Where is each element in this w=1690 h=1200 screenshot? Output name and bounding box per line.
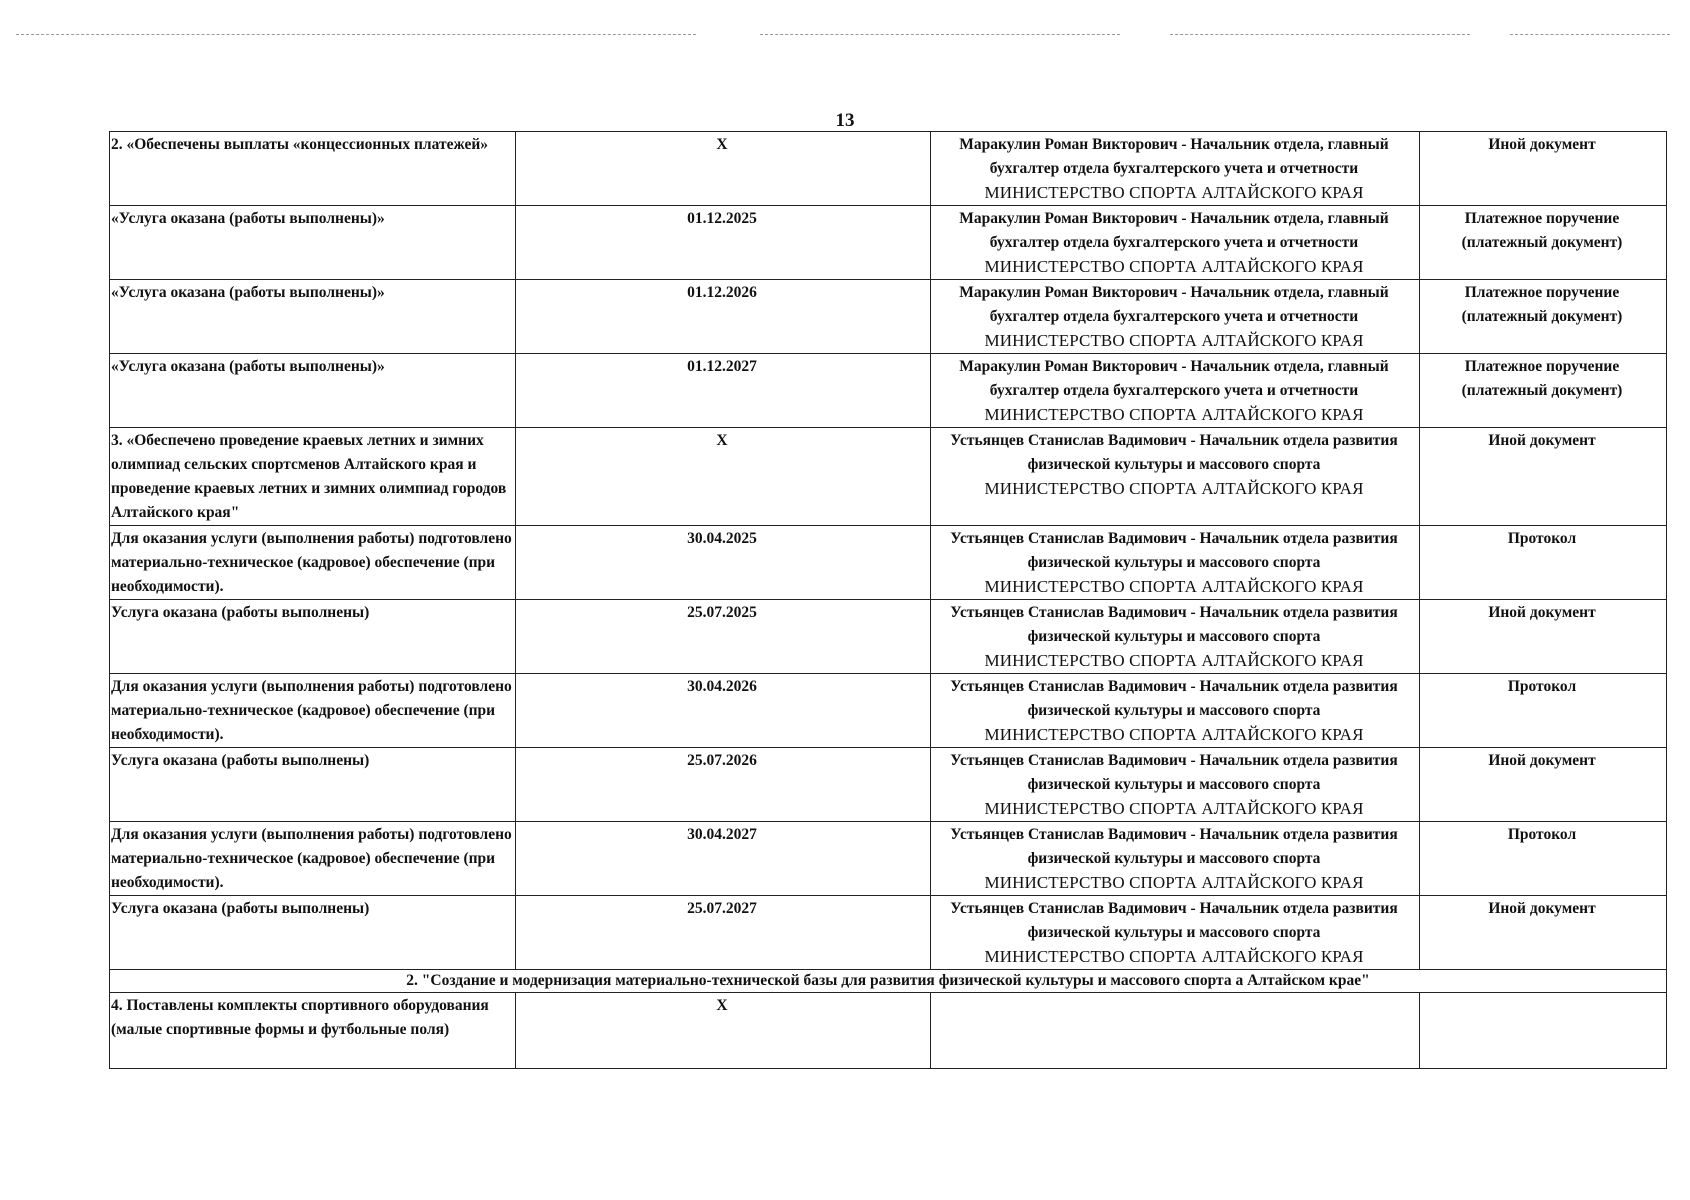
responsible-person: Маракулин Роман Викторович - Начальник отдела, главный бухгалтер отдела бухгалтерского учета и отчетности <box>959 284 1389 325</box>
event-cell: «Услуга оказана (работы выполнены)» <box>110 280 516 354</box>
document-cell: Иной документ <box>1420 428 1667 526</box>
responsible-cell <box>931 748 1420 822</box>
responsible-person: Маракулин Роман Викторович - Начальник отдела, главный бухгалтер отдела бухгалтерского учета и отчетности <box>959 358 1389 399</box>
document-cell: Иной документ <box>1420 896 1667 970</box>
responsible-person: Устьянцев Станислав Вадимович - Начальник отдела развития физической культуры и массового спорта <box>950 604 1398 645</box>
section-row <box>110 970 1667 993</box>
responsible-cell <box>931 132 1420 206</box>
document-cell: Иной документ <box>1420 748 1667 822</box>
event-cell: 2. «Обеспечены выплаты «концессионных платежей» <box>110 132 516 206</box>
date-cell: X <box>516 993 931 1069</box>
table-row <box>110 822 1667 896</box>
event-cell: Для оказания услуги (выполнения работы) подготовлено материально-техническое (кадровое) обеспечение (при необходимости). <box>110 822 516 896</box>
event-cell: Для оказания услуги (выполнения работы) подготовлено материально-техническое (кадровое) обеспечение (при необходимости). <box>110 674 516 748</box>
responsible-cell <box>931 674 1420 748</box>
table-row <box>110 428 1667 526</box>
table-row <box>110 748 1667 822</box>
event-cell: Услуга оказана (работы выполнены) <box>110 896 516 970</box>
scan-edge-line-2 <box>760 34 1120 35</box>
date-cell: X <box>516 132 931 206</box>
document-cell: Платежное поручение (платежный документ) <box>1420 354 1667 428</box>
organization-name: МИНИСТЕРСТВО СПОРТА АЛТАЙСКОГО КРАЯ <box>984 577 1364 596</box>
date-cell: 25.07.2025 <box>516 600 931 674</box>
table-row <box>110 354 1667 428</box>
document-cell: Протокол <box>1420 674 1667 748</box>
organization-name: МИНИСТЕРСТВО СПОРТА АЛТАЙСКОГО КРАЯ <box>984 331 1364 350</box>
control-points-table <box>109 131 1667 1069</box>
table-row <box>110 600 1667 674</box>
date-cell: 30.04.2027 <box>516 822 931 896</box>
responsible-person: Устьянцев Станислав Вадимович - Начальник отдела развития физической культуры и массового спорта <box>950 752 1398 793</box>
table-row <box>110 206 1667 280</box>
responsible-cell <box>931 526 1420 600</box>
event-cell: 3. «Обеспечено проведение краевых летних и зимних олимпиад сельских спортсменов Алтайского края и проведение краевых летних и зимних олимпиад городов Алтайского края" <box>110 428 516 526</box>
date-cell: 25.07.2026 <box>516 748 931 822</box>
responsible-cell <box>931 354 1420 428</box>
organization-name: МИНИСТЕРСТВО СПОРТА АЛТАЙСКОГО КРАЯ <box>984 947 1364 966</box>
date-cell: 25.07.2027 <box>516 896 931 970</box>
date-cell: 01.12.2025 <box>516 206 931 280</box>
event-cell: Услуга оказана (работы выполнены) <box>110 600 516 674</box>
responsible-cell <box>931 600 1420 674</box>
responsible-person: Маракулин Роман Викторович - Начальник отдела, главный бухгалтер отдела бухгалтерского учета и отчетности <box>959 210 1389 251</box>
document-cell: Иной документ <box>1420 600 1667 674</box>
responsible-person: Устьянцев Станислав Вадимович - Начальник отдела развития физической культуры и массового спорта <box>950 826 1398 867</box>
document-cell: Иной документ <box>1420 132 1667 206</box>
event-cell: «Услуга оказана (работы выполнены)» <box>110 354 516 428</box>
page-number: 13 <box>835 110 855 131</box>
event-cell: Услуга оказана (работы выполнены) <box>110 748 516 822</box>
organization-name: МИНИСТЕРСТВО СПОРТА АЛТАЙСКОГО КРАЯ <box>984 725 1364 744</box>
responsible-cell <box>931 428 1420 526</box>
document-cell: Платежное поручение (платежный документ) <box>1420 206 1667 280</box>
organization-name: МИНИСТЕРСТВО СПОРТА АЛТАЙСКОГО КРАЯ <box>984 799 1364 818</box>
organization-name: МИНИСТЕРСТВО СПОРТА АЛТАЙСКОГО КРАЯ <box>984 405 1364 424</box>
responsible-person: Маракулин Роман Викторович - Начальник отдела, главный бухгалтер отдела бухгалтерского учета и отчетности <box>959 136 1389 177</box>
responsible-cell <box>931 280 1420 354</box>
responsible-cell <box>931 993 1420 1069</box>
document-cell: Протокол <box>1420 822 1667 896</box>
document-cell: Протокол <box>1420 526 1667 600</box>
date-cell: 01.12.2026 <box>516 280 931 354</box>
scan-edge-line-4 <box>1510 34 1670 35</box>
date-cell: 01.12.2027 <box>516 354 931 428</box>
responsible-person: Устьянцев Станислав Вадимович - Начальник отдела развития физической культуры и массового спорта <box>950 530 1398 571</box>
document-cell: Платежное поручение (платежный документ) <box>1420 280 1667 354</box>
date-cell: 30.04.2025 <box>516 526 931 600</box>
table-row <box>110 132 1667 206</box>
organization-name: МИНИСТЕРСТВО СПОРТА АЛТАЙСКОГО КРАЯ <box>984 183 1364 202</box>
document-cell <box>1420 993 1667 1069</box>
event-cell: «Услуга оказана (работы выполнены)» <box>110 206 516 280</box>
table-row <box>110 896 1667 970</box>
responsible-cell <box>931 896 1420 970</box>
responsible-person: Устьянцев Станислав Вадимович - Начальник отдела развития физической культуры и массового спорта <box>950 432 1398 473</box>
table-row <box>110 526 1667 600</box>
table-row <box>110 280 1667 354</box>
organization-name: МИНИСТЕРСТВО СПОРТА АЛТАЙСКОГО КРАЯ <box>984 479 1364 498</box>
responsible-cell <box>931 206 1420 280</box>
section-title: 2. "Создание и модернизация материально-технической базы для развития физической культуры и массового спорта а Алтайском крае" <box>110 970 1667 993</box>
responsible-cell <box>931 822 1420 896</box>
date-cell: X <box>516 428 931 526</box>
table-body <box>110 132 1667 1069</box>
organization-name: МИНИСТЕРСТВО СПОРТА АЛТАЙСКОГО КРАЯ <box>984 257 1364 276</box>
scan-edge-line-3 <box>1170 34 1470 35</box>
event-cell: Для оказания услуги (выполнения работы) подготовлено материально-техническое (кадровое) обеспечение (при необходимости). <box>110 526 516 600</box>
responsible-person: Устьянцев Станислав Вадимович - Начальник отдела развития физической культуры и массового спорта <box>950 678 1398 719</box>
event-cell: 4. Поставлены комплекты спортивного оборудования (малые спортивные формы и футбольные поля) <box>110 993 516 1069</box>
organization-name: МИНИСТЕРСТВО СПОРТА АЛТАЙСКОГО КРАЯ <box>984 651 1364 670</box>
responsible-person: Устьянцев Станислав Вадимович - Начальник отдела развития физической культуры и массового спорта <box>950 900 1398 941</box>
organization-name: МИНИСТЕРСТВО СПОРТА АЛТАЙСКОГО КРАЯ <box>984 873 1364 892</box>
table-row <box>110 674 1667 748</box>
date-cell: 30.04.2026 <box>516 674 931 748</box>
table-row-final <box>110 993 1667 1069</box>
scan-edge-line-1 <box>16 34 696 35</box>
